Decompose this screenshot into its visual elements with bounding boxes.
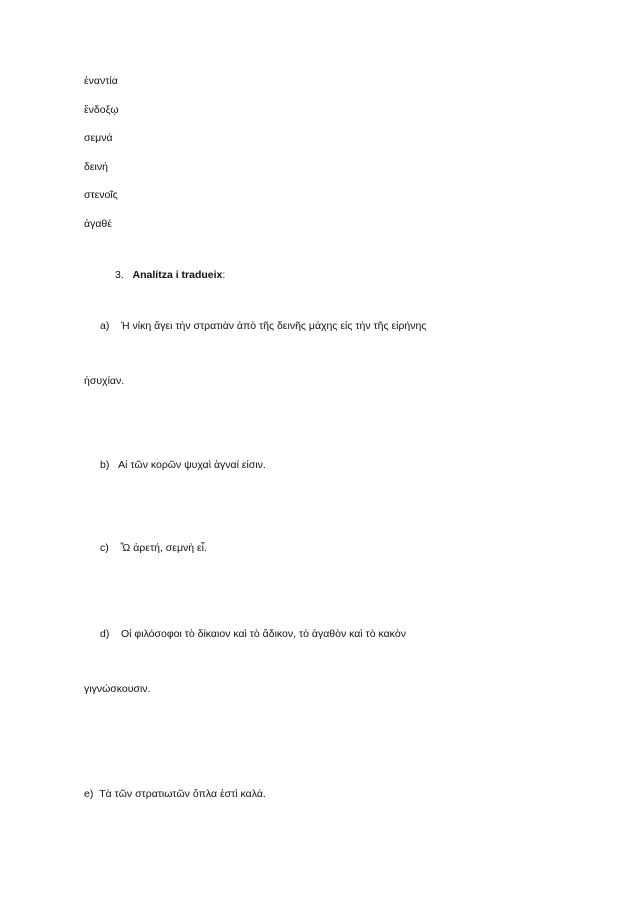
exercise-marker: d) xyxy=(100,628,110,640)
exercise-text: Τὰ τῶν στρατιωτῶν ὅπλα ἐστὶ καλά. xyxy=(99,788,266,800)
exercise-d xyxy=(100,627,406,641)
word-list-item: ἀγαθέ xyxy=(84,218,112,230)
exercise-text: Ὦ ἀρετή, σεμνὴ εἶ. xyxy=(120,542,207,554)
section-title: Analitza i tradueix xyxy=(132,269,223,281)
word-list-item: σεμνά xyxy=(84,132,113,144)
exercise-d-continuation: γιγνώσκουσιν. xyxy=(84,683,151,695)
exercise-text: Οἱ φιλόσοφοι τὸ δίκαιον καὶ τὸ ἄδικον, τὸ ἀγαθὸν καὶ τὸ κακὸν xyxy=(121,628,406,640)
exercise-text: Αἱ τῶν κορῶν ψυχαὶ ἁγναί εἰσιν. xyxy=(118,459,266,471)
exercise-c xyxy=(100,541,207,555)
word-list-item: ἔνδοξῳ xyxy=(84,104,119,116)
section-colon: : xyxy=(222,269,226,281)
exercise-marker: e) xyxy=(84,788,94,800)
exercise-marker: b) xyxy=(100,459,110,471)
exercise-text: Ἡ νίκη ἄγει τὴν στρατιὰν ἀπὸ τῆς δεινῆς μάχης εἰς τὴν τῆς εἰρήνης xyxy=(121,320,427,332)
exercise-b xyxy=(100,458,266,472)
exercise-e xyxy=(84,787,266,801)
exercise-a-continuation: ἡσυχίαν. xyxy=(84,375,125,387)
exercise-a xyxy=(100,319,426,333)
section-number: 3. xyxy=(115,269,124,281)
word-list-item: στενοῖς xyxy=(84,189,118,201)
exercise-marker: c) xyxy=(100,542,109,554)
word-list-item: ἐναντία xyxy=(84,75,118,87)
word-list-item: δεινή xyxy=(84,161,108,173)
exercise-marker: a) xyxy=(100,320,110,332)
section-heading xyxy=(115,268,225,282)
